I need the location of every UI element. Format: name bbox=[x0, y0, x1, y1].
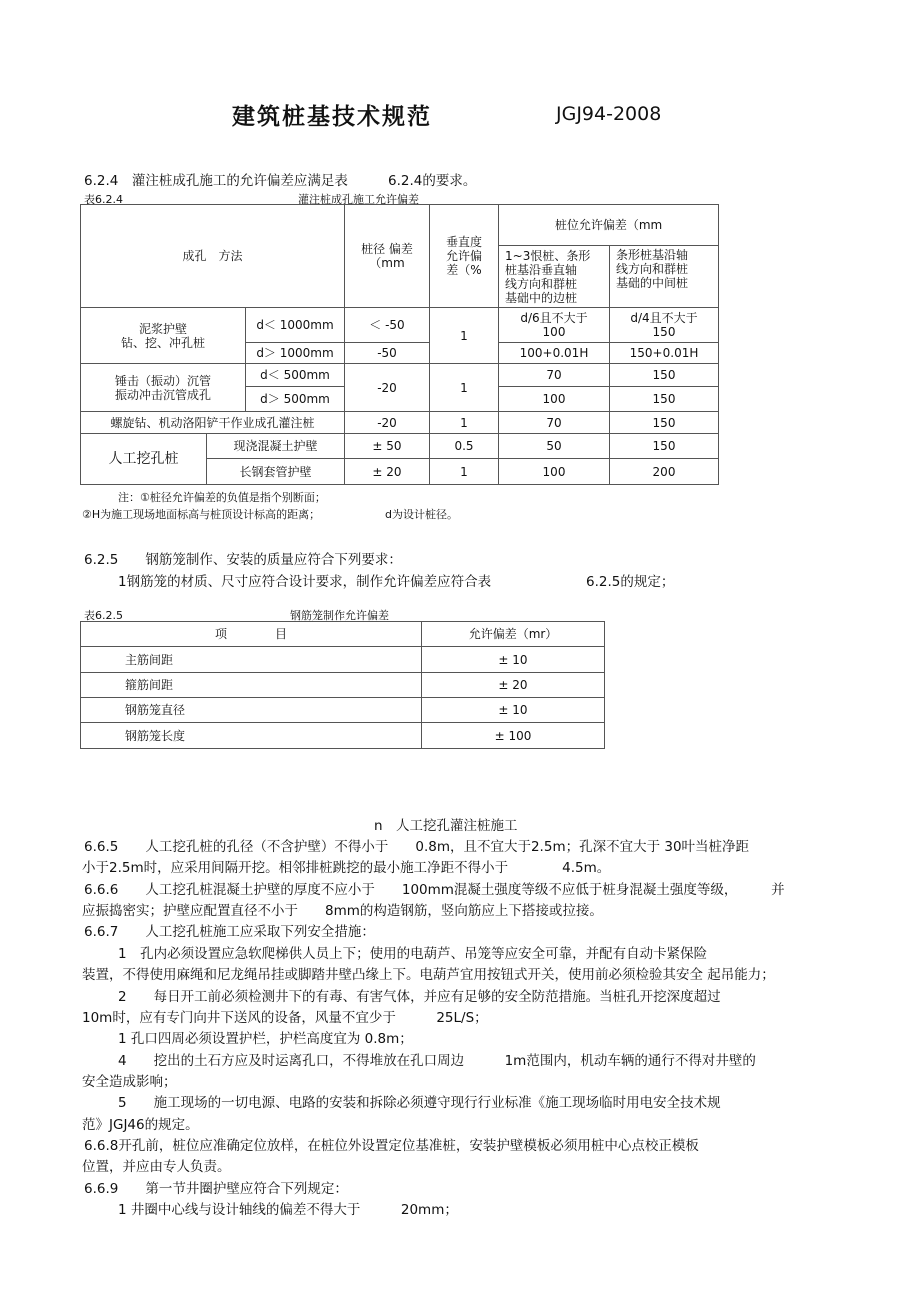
para-667-item5-line1: 5 施工现场的一切电源、电路的安装和拆除必须遵守现行行业标准《施工现场临时用电安全技术规 bbox=[118, 1095, 721, 1111]
header-edge-line2: 桩基沿垂直轴 bbox=[505, 262, 578, 277]
section-66-heading: n 人工挖孔灌注桩施工 bbox=[374, 818, 518, 834]
header-edge-pile bbox=[499, 246, 610, 308]
standard-code: JGJ94-2008 bbox=[556, 103, 662, 125]
table-625-row-tol: ± 10 bbox=[422, 698, 605, 723]
row-mud-cond2: d＞ 1000mm bbox=[246, 343, 345, 364]
row-manual-mid1: 150 bbox=[610, 434, 719, 459]
para-665-line2: 小于2.5m时，应采用间隔开挖。相邻排桩跳挖的最小施工净距不得小于 4.5m。 bbox=[82, 860, 611, 876]
para-665-line1: 6.6.5 人工挖孔桩的孔径（不含护壁）不得小于 0.8m，且不宜大于2.5m；孔深不宜大于 30叶当桩净距 bbox=[84, 839, 750, 855]
table-625-row-tol: ± 100 bbox=[422, 723, 605, 749]
para-667-item1-line2: 装置，不得使用麻绳和尼龙绳吊挂或脚踏井壁凸缘上下。电葫芦宜用按钮式开关，使用前必须检验其安全 起吊能力； bbox=[82, 967, 775, 983]
header-mid-line1: 条形桩基沿轴 bbox=[616, 248, 689, 262]
row-manual-cond2: 长钢套管护壁 bbox=[207, 459, 345, 485]
para-668-line2: 位置，并应由专人负责。 bbox=[82, 1159, 231, 1175]
row-manual-method: 人工挖孔桩 bbox=[81, 434, 207, 485]
header-edge-line1: 1~3恨桩、条形 bbox=[505, 248, 591, 263]
row-mud-cond1: d＜ 1000mm bbox=[246, 308, 345, 343]
section-624-intro: 6.2.4 灌注桩成孔施工的允许偏差应满足表 bbox=[84, 173, 348, 189]
header-diameter-line2: （mm bbox=[369, 256, 405, 270]
header-position: 桩位允许偏差（mm bbox=[499, 205, 719, 246]
row-mud-mid2: 150+0.01H bbox=[610, 343, 719, 364]
row-hammer-cond1: d＜ 500mm bbox=[246, 364, 345, 387]
row-manual-vert1: 0.5 bbox=[430, 434, 499, 459]
row-hammer-vert: 1 bbox=[430, 364, 499, 412]
para-668-line1: 6.6.8开孔前，桩位应准确定位放样，在桩位外设置定位基准桩，安装护壁模板必须用桩中心点校正模板 bbox=[84, 1138, 699, 1154]
table-624 bbox=[80, 204, 719, 485]
section-624-intro-ref: 6.2.4的要求。 bbox=[388, 173, 477, 189]
row-mud-edge2: 100+0.01H bbox=[499, 343, 610, 364]
para-669-heading: 6.6.9 第一节井圈护壁应符合下列规定： bbox=[84, 1181, 348, 1197]
row-manual-edge1: 50 bbox=[499, 434, 610, 459]
header-edge-line4: 基础中的边桩 bbox=[505, 290, 578, 305]
para-667-item1-line1: 1 孔内必须设置应急软爬梯供人员上下；使用的电葫芦、吊笼等应安全可靠，并配有自动卡紧保险 bbox=[118, 946, 708, 962]
row-manual-mid2: 200 bbox=[610, 459, 719, 485]
row-hammer-edge1: 70 bbox=[499, 364, 610, 387]
table-625-row-item: 箍筋间距 bbox=[81, 673, 422, 698]
row-screw-dia: -20 bbox=[345, 412, 430, 434]
section-625-heading: 6.2.5 钢筋笼制作、安装的质量应符合下列要求： bbox=[84, 552, 402, 568]
row-hammer-mid2: 150 bbox=[610, 387, 719, 412]
row-screw-method: 螺旋钻、机动洛阳铲干作业成孔灌注桩 bbox=[81, 412, 345, 434]
header-edge-line3: 线方向和群桩 bbox=[505, 276, 578, 291]
header-vertical bbox=[430, 205, 499, 308]
header-vertical-line2: 允许偏 bbox=[445, 249, 482, 263]
table-625-row-tol: ± 20 bbox=[422, 673, 605, 698]
row-hammer-method-line1: 锤击（振动）沉管 bbox=[114, 373, 211, 388]
row-hammer-method-line2: 振动冲击沉管成孔 bbox=[114, 387, 211, 402]
row-hammer-mid1: 150 bbox=[610, 364, 719, 387]
table-625-row-item: 主筋间距 bbox=[81, 647, 422, 673]
row-manual-vert2: 1 bbox=[430, 459, 499, 485]
table-625-row-tol: ± 10 bbox=[422, 647, 605, 673]
row-mud-method-line1: 泥浆护壁 bbox=[138, 321, 187, 336]
table-625 bbox=[80, 621, 605, 749]
header-mid-line3: 基础的中间桩 bbox=[616, 276, 689, 290]
para-667-item5-line2: 范》JGJ46的规定。 bbox=[82, 1117, 199, 1133]
row-hammer-edge2: 100 bbox=[499, 387, 610, 412]
row-mud-edge1-line1: d/6且不大于 bbox=[520, 311, 588, 325]
table-624-note1: 注：①桩径允许偏差的负值是指个别断面； bbox=[118, 491, 326, 504]
table-624-number: 表6.2.4 bbox=[84, 193, 123, 206]
row-mud-method bbox=[81, 308, 246, 364]
row-mud-method-line2: 钻、挖、冲孔桩 bbox=[120, 335, 205, 350]
header-middle-pile bbox=[610, 246, 719, 308]
table-624-caption: 灌注桩成孔施工允许偏差 bbox=[298, 193, 419, 206]
header-mid-line2: 线方向和群桩 bbox=[616, 262, 689, 276]
row-screw-vert: 1 bbox=[430, 412, 499, 434]
row-mud-edge1-line2: 100 bbox=[542, 325, 566, 339]
row-manual-dia2: ± 20 bbox=[345, 459, 430, 485]
para-667-item2-line1: 2 每日开工前必须检测井下的有毒、有害气体，并应有足够的安全防范措施。当桩孔开挖深度超过 bbox=[118, 989, 721, 1005]
header-diameter-line1: 桩径 偏差 bbox=[361, 242, 413, 256]
para-667-heading: 6.6.7 人工挖孔桩施工应采取下列安全措施： bbox=[84, 924, 375, 940]
para-667-item3: 1 孔口四周必须设置护栏，护栏高度宜为 0.8m； bbox=[118, 1031, 413, 1047]
para-667-item4-line2: 安全造成影响； bbox=[82, 1074, 177, 1090]
table-625-number: 表6.2.5 bbox=[84, 609, 123, 622]
row-mud-mid1-line1: d/4且不大于 bbox=[630, 311, 698, 325]
row-mud-edge1 bbox=[499, 308, 610, 343]
row-mud-dia2: -50 bbox=[345, 343, 430, 364]
table-625-row-item: 钢筋笼长度 bbox=[81, 723, 422, 749]
para-667-item4-line1: 4 挖出的土石方应及时运离孔口，不得堆放在孔口周边 1m范围内，机动车辆的通行不得对井壁的 bbox=[118, 1053, 756, 1069]
page-title: 建筑桩基技术规范 bbox=[232, 104, 432, 130]
row-hammer-dia: -20 bbox=[345, 364, 430, 412]
row-mud-dia1: ＜ -50 bbox=[345, 308, 430, 343]
row-manual-cond1: 现浇混凝土护壁 bbox=[207, 434, 345, 459]
row-hammer-cond2: d＞ 500mm bbox=[246, 387, 345, 412]
header-diameter bbox=[345, 205, 430, 308]
para-669-item1: 1 井圈中心线与设计轴线的偏差不得大于 20mm； bbox=[118, 1202, 458, 1218]
header-vertical-line3: 差（% bbox=[446, 263, 482, 277]
para-667-item2-line2: 10m时，应有专门向井下送风的设备，风量不宜少于 25L/S； bbox=[82, 1010, 488, 1026]
row-mud-mid1 bbox=[610, 308, 719, 343]
table-624-note2: ②H为施工现场地面标高与桩顶设计标高的距离； bbox=[82, 508, 321, 521]
row-mud-vert: 1 bbox=[430, 308, 499, 364]
table-625-header-item: 项 目 bbox=[81, 622, 422, 647]
para-666-line2: 应振捣密实；护壁应配置直径不小于 8mm的构造钢筋，竖向筋应上下搭接或拉接。 bbox=[82, 903, 603, 919]
row-screw-edge: 70 bbox=[499, 412, 610, 434]
para-666-line1: 6.6.6 人工挖孔桩混凝土护壁的厚度不应小于 100mm混凝土强度等级不应低于桩身混凝土强度等级， 并 bbox=[84, 882, 785, 898]
table-625-row-item: 钢筋笼直径 bbox=[81, 698, 422, 723]
row-hammer-method bbox=[81, 364, 246, 412]
section-625-item1-ref: 6.2.5的规定； bbox=[586, 574, 675, 590]
row-manual-edge2: 100 bbox=[499, 459, 610, 485]
header-vertical-line1: 垂直度 bbox=[445, 235, 482, 249]
table-625-header-tol: 允许偏差（mr） bbox=[422, 622, 605, 647]
row-mud-mid1-line2: 150 bbox=[652, 325, 676, 339]
table-624-note2-d: d为设计桩径。 bbox=[385, 508, 458, 521]
row-manual-dia1: ± 50 bbox=[345, 434, 430, 459]
row-screw-mid: 150 bbox=[610, 412, 719, 434]
header-method: 成孔 方法 bbox=[81, 205, 345, 308]
section-625-item1: 1钢筋笼的材质、尺寸应符合设计要求，制作允许偏差应符合表 bbox=[118, 574, 492, 590]
table-625-caption: 钢筋笼制作允许偏差 bbox=[290, 609, 389, 622]
